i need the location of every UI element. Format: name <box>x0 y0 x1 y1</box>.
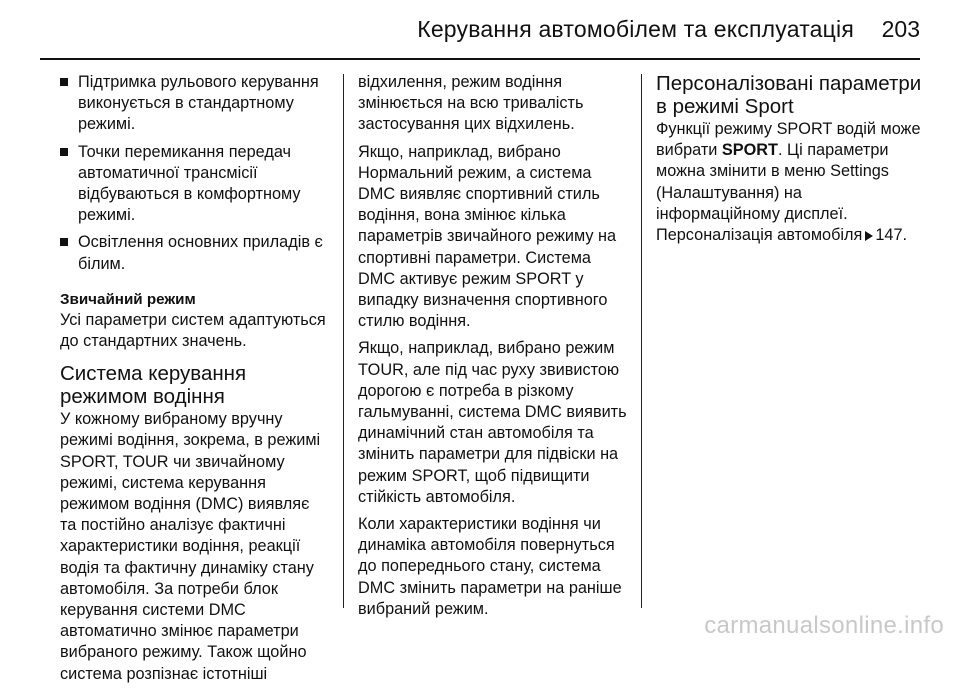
paragraph: відхилення, режим водіння змінюється на всю тривалість застосування цих відхилень. <box>358 73 584 134</box>
sport-personalization-heading: Персоналізовані параметри в режимі Sport <box>656 72 922 118</box>
header-divider <box>40 58 920 60</box>
bullet-item <box>60 232 330 274</box>
sport-personalization-text <box>656 119 930 246</box>
bullet-item <box>60 142 330 227</box>
page-number: 203 <box>881 16 920 42</box>
dmc-heading: Система керування режимом водіння <box>60 362 247 409</box>
bullet-square-icon <box>60 238 68 246</box>
column-2 <box>358 72 628 626</box>
column-3 <box>656 72 930 252</box>
dmc-text: У кожному вибраному вручну режимі водіння, зокрема, в режимі SPORT, TOUR чи звичайному режимі, система керування режимом водіння (DMC) виявляє та постійно аналізує фактичні характеристики водіння, реакції водія та фактичну динаміку стану автомобіля. За потреби блок керування системи DMC автоматично змінює параметри вибраного режиму. Також щойно система розпізнає істотніші <box>60 410 321 683</box>
bullet-text: Точки перемикання передач автоматичної трансмісії відбуваються в комфортному режимі. <box>78 142 301 225</box>
paragraph: Якщо, наприклад, вибрано Нормальний режим, а система DMC виявляє спортивний стиль водіння, вона змінює кілька параметрів звичайного режиму на спортивні параметри. Система DMC активує режим SPORT у випадку визначення спортивного стилю водіння. <box>358 142 617 331</box>
page-title: Керування автомобілем та експлуатація <box>417 16 854 42</box>
watermark: carmanualsonline.info <box>704 612 944 639</box>
bullet-text: Підтримка рульового керування виконується в стандартному режимі. <box>78 73 319 134</box>
text-part: . Ці параметри можна змінити в меню Settings (Налаштування) на інформаційному дисплеї. Персоналізація автомобіля <box>656 141 889 245</box>
bullet-square-icon <box>60 78 68 86</box>
bullet-text: Освітлення основних приладів є білим. <box>78 233 323 273</box>
normal-mode-heading: Звичайний режим <box>60 290 196 308</box>
page-header <box>40 10 920 54</box>
text-part: Функції режиму SPORT водій може вибрати <box>656 120 921 160</box>
bullet-item <box>60 72 330 136</box>
sport-keyword: SPORT <box>721 141 778 160</box>
paragraph: Якщо, наприклад, вибрано режим TOUR, але під час руху звивистою дорогою є потреба в різкому гальмуванні, система DMC виявить динамічний стан автомобіля та змінить параметри для підвіски на режим SPORT, щоб підвищити стійкість автомобіля. <box>358 339 627 506</box>
page-reference-icon <box>865 231 873 241</box>
column-divider-1 <box>343 74 344 608</box>
column-divider-2 <box>641 74 642 608</box>
paragraph: Коли характеристики водіння чи динаміка автомобіля повернуться до попереднього стану, система DMC змінить параметри на раніше вибраний режим. <box>358 515 622 618</box>
bullet-square-icon <box>60 148 68 156</box>
normal-mode-text: Усі параметри систем адаптуються до стандартних значень. <box>60 310 326 351</box>
page-reference-link[interactable]: 147. <box>875 226 908 245</box>
column-1 <box>60 72 330 691</box>
